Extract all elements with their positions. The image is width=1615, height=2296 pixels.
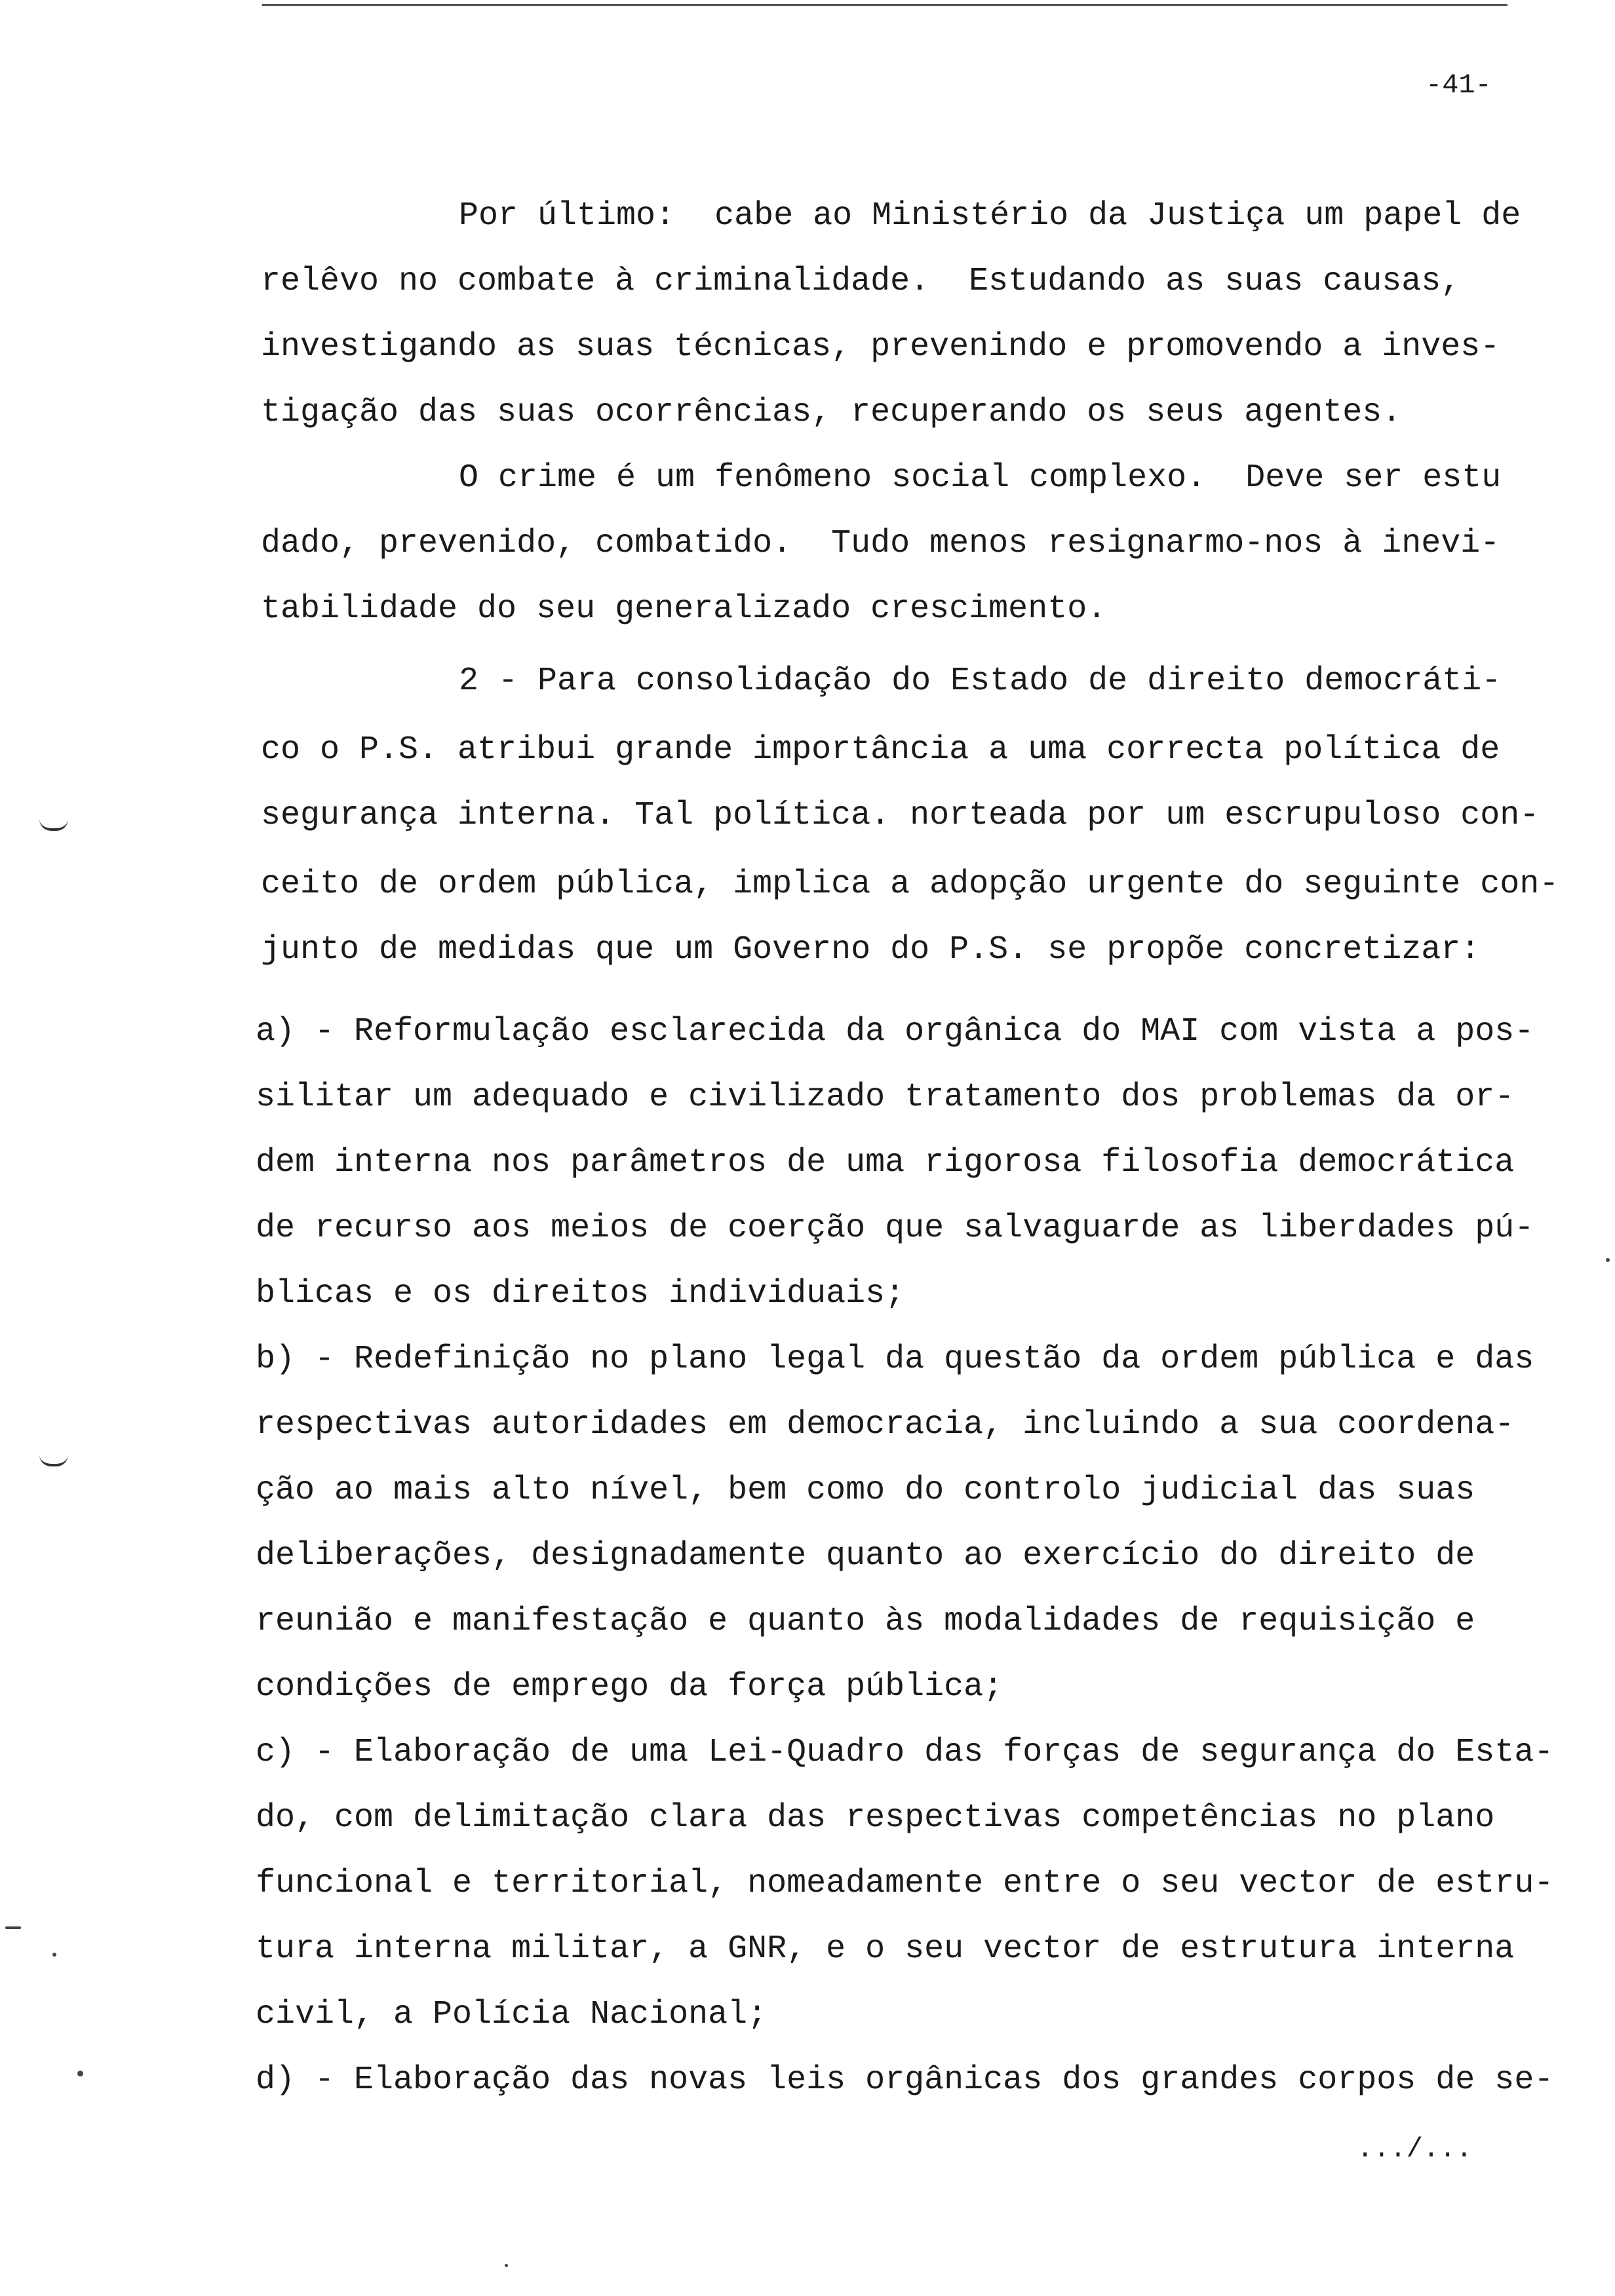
- continuation-mark: .../...: [1357, 2133, 1473, 2165]
- scan-speck: [1606, 1258, 1610, 1262]
- text-line-16: de recurso aos meios de coerção que salvaguarde as liberdades pú-: [256, 1210, 1534, 1247]
- text-line-15: dem interna nos parâmetros de uma rigorosa filosofia democrática: [256, 1144, 1515, 1181]
- text-line-23: condições de emprego da força pública;: [256, 1668, 1003, 1706]
- text-line-28: civil, a Polícia Nacional;: [256, 1996, 768, 2033]
- text-line-19: respectivas autoridades em democracia, incluindo a sua coordena-: [256, 1406, 1515, 1444]
- text-line-29: d) - Elaboração das novas leis orgânicas dos grandes corpos de se-: [256, 2061, 1554, 2099]
- binder-hole-mark: [39, 1455, 68, 1466]
- text-line-27: tura interna militar, a GNR, e o seu vector de estrutura interna: [256, 1930, 1515, 1968]
- text-line-9: co o P.S. atribui grande importância a uma correcta política de: [261, 731, 1500, 769]
- text-line-14: silitar um adequado e civilizado tratamento dos problemas da or-: [256, 1079, 1515, 1116]
- text-line-3: investigando as suas técnicas, prevenindo e promovendo a inves-: [261, 328, 1500, 366]
- text-line-25: do, com delimitação clara das respectivas competências no plano: [256, 1799, 1495, 1837]
- text-line-13: a) - Reformulação esclarecida da orgânica do MAI com vista a pos-: [256, 1013, 1534, 1050]
- text-line-5: O crime é um fenômeno social complexo. Deve ser estu: [459, 459, 1502, 497]
- scan-speck: [5, 1926, 21, 1929]
- text-line-11: ceito de ordem pública, implica a adopção urgente do seguinte con-: [261, 866, 1559, 903]
- page-number: -41-: [1426, 69, 1492, 101]
- text-line-8: 2 - Para consolidação do Estado de direito democráti-: [459, 662, 1502, 700]
- text-line-7: tabilidade do seu generalizado crescimento.: [261, 590, 1107, 628]
- text-line-6: dado, prevenido, combatido. Tudo menos resignarmo-nos à inevi-: [261, 525, 1500, 562]
- text-line-22: reunião e manifestação e quanto às modalidades de requisição e: [256, 1603, 1475, 1640]
- text-line-26: funcional e territorial, nomeadamente entre o seu vector de estru-: [256, 1865, 1554, 1902]
- top-rule: [262, 4, 1508, 6]
- binder-hole-mark: [39, 819, 68, 831]
- text-line-21: deliberações, designadamente quanto ao exercício do direito de: [256, 1537, 1475, 1575]
- scan-speck: [77, 2071, 83, 2076]
- text-line-17: blicas e os direitos individuais;: [256, 1275, 905, 1312]
- text-line-18: b) - Redefinição no plano legal da questão da ordem pública e das: [256, 1341, 1534, 1378]
- text-line-10: segurança interna. Tal política. norteada por um escrupuloso con-: [261, 797, 1540, 834]
- scan-speck: [52, 1953, 56, 1957]
- text-line-24: c) - Elaboração de uma Lei-Quadro das forças de segurança do Esta-: [256, 1734, 1554, 1771]
- text-line-2: relêvo no combate à criminalidade. Estudando as suas causas,: [261, 263, 1461, 300]
- text-line-1: Por último: cabe ao Ministério da Justiça um papel de: [459, 197, 1521, 235]
- scan-speck: [505, 2264, 508, 2267]
- text-line-20: ção ao mais alto nível, bem como do controlo judicial das suas: [256, 1472, 1475, 1509]
- text-line-4: tigação das suas ocorrências, recuperando os seus agentes.: [261, 394, 1402, 431]
- text-line-12: junto de medidas que um Governo do P.S. se propõe concretizar:: [261, 931, 1481, 968]
